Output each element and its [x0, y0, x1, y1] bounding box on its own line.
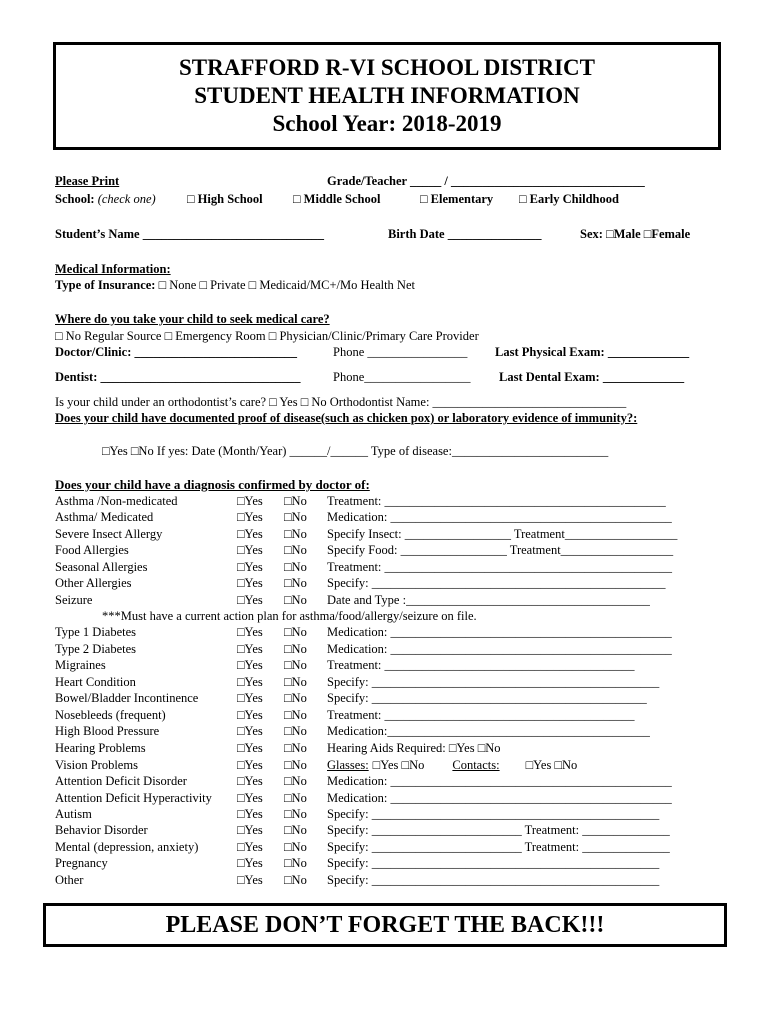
- condition-name: Food Allergies: [55, 543, 129, 557]
- condition-name: Seizure: [55, 593, 93, 607]
- grade-teacher-field[interactable]: Grade/Teacher _____ / _______________________________: [327, 174, 645, 188]
- student-name-field[interactable]: Student’s Name _____________________________: [55, 227, 324, 241]
- condition-name: Type 2 Diabetes: [55, 642, 137, 656]
- option-elementary[interactable]: □ Elementary: [420, 192, 494, 206]
- condition-detail-field[interactable]: Specify: _______________________________________________: [327, 576, 666, 590]
- no-checkbox[interactable]: □No: [284, 494, 307, 508]
- no-checkbox[interactable]: □No: [284, 741, 307, 755]
- insurance-row: [55, 278, 415, 293]
- yes-checkbox[interactable]: □Yes: [237, 625, 263, 639]
- doctor-phone-field[interactable]: Phone ________________: [333, 345, 468, 359]
- condition-name: Other: [55, 873, 84, 887]
- condition-name: Migraines: [55, 658, 106, 672]
- condition-name: Nosebleeds (frequent): [55, 708, 166, 722]
- condition-name: Hearing Problems: [55, 741, 146, 755]
- dentist-field[interactable]: Dentist: ________________________________: [55, 370, 301, 384]
- no-checkbox[interactable]: □No: [284, 691, 307, 705]
- yes-checkbox[interactable]: □Yes: [237, 873, 263, 887]
- vision-detail[interactable]: [327, 758, 577, 773]
- condition-name: Mental (depression, anxiety): [55, 840, 199, 854]
- condition-detail-field[interactable]: Specify: ________________________ Treatment: ______________: [327, 840, 670, 854]
- no-checkbox[interactable]: □No: [284, 527, 307, 541]
- no-checkbox[interactable]: □No: [284, 774, 307, 788]
- no-checkbox[interactable]: □No: [284, 823, 307, 837]
- insurance-label: Type of Insurance:: [55, 278, 156, 292]
- sex-field[interactable]: Sex: □Male □Female: [580, 227, 691, 241]
- contacts-options[interactable]: □Yes □No: [525, 758, 578, 772]
- last-dental-field[interactable]: Last Dental Exam: _____________: [499, 370, 685, 384]
- medical-heading: Medical Information:: [55, 262, 171, 276]
- no-checkbox[interactable]: □No: [284, 560, 307, 574]
- no-checkbox[interactable]: □No: [284, 708, 307, 722]
- condition-name: High Blood Pressure: [55, 724, 160, 738]
- yes-checkbox[interactable]: □Yes: [237, 741, 263, 755]
- please-print: Please Print: [55, 174, 120, 188]
- condition-name: Behavior Disorder: [55, 823, 148, 837]
- orthodontist-row[interactable]: Is your child under an orthodontist’s care? □ Yes □ No Orthodontist Name: _______________________________: [55, 395, 627, 409]
- condition-detail-field[interactable]: Medication: _____________________________________________: [327, 791, 672, 805]
- yes-checkbox[interactable]: □Yes: [237, 642, 263, 656]
- no-checkbox[interactable]: □No: [284, 856, 307, 870]
- condition-detail-field[interactable]: Medication: _____________________________________________: [327, 774, 672, 788]
- condition-name: Vision Problems: [55, 758, 138, 772]
- no-checkbox[interactable]: □No: [284, 593, 307, 607]
- condition-detail-field[interactable]: Medication: _____________________________________________: [327, 625, 672, 639]
- diagnosis-heading: Does your child have a diagnosis confirmed by doctor of:: [55, 477, 370, 492]
- condition-name: Asthma /Non-medicated: [55, 494, 178, 508]
- condition-detail-field[interactable]: Treatment: _____________________________________________: [327, 494, 666, 508]
- condition-name: Pregnancy: [55, 856, 108, 870]
- no-checkbox[interactable]: □No: [284, 791, 307, 805]
- school-label: School:: [55, 192, 95, 206]
- condition-detail-field[interactable]: Specify: ______________________________________________: [327, 873, 660, 887]
- option-early-childhood[interactable]: □ Early Childhood: [519, 192, 619, 206]
- yes-checkbox[interactable]: □Yes: [237, 593, 263, 607]
- glasses-options[interactable]: □Yes □No: [372, 758, 425, 772]
- option-middle-school[interactable]: □ Middle School: [293, 192, 381, 206]
- condition-detail-field[interactable]: Date and Type :_______________________________________: [327, 593, 650, 607]
- yes-checkbox[interactable]: □Yes: [237, 527, 263, 541]
- no-checkbox[interactable]: □No: [284, 873, 307, 887]
- no-checkbox[interactable]: □No: [284, 658, 307, 672]
- immunity-question: Does your child have documented proof of disease(such as chicken pox) or laboratory evidence of immunity?:: [55, 411, 638, 425]
- school-year: School Year: 2018-2019: [272, 111, 502, 136]
- contacts-label: Contacts:: [452, 758, 500, 772]
- yes-checkbox[interactable]: □Yes: [237, 807, 263, 821]
- yes-checkbox[interactable]: □Yes: [237, 560, 263, 574]
- dentist-phone-field[interactable]: Phone_________________: [333, 370, 471, 384]
- no-checkbox[interactable]: □No: [284, 510, 307, 524]
- care-question: Where do you take your child to seek medical care?: [55, 312, 330, 326]
- no-checkbox[interactable]: □No: [284, 807, 307, 821]
- yes-checkbox[interactable]: □Yes: [237, 791, 263, 805]
- yes-checkbox[interactable]: □Yes: [237, 675, 263, 689]
- no-checkbox[interactable]: □No: [284, 576, 307, 590]
- yes-checkbox[interactable]: □Yes: [237, 840, 263, 854]
- condition-detail-field[interactable]: Specify: ________________________ Treatment: ______________: [327, 823, 670, 837]
- condition-detail-field[interactable]: Specify: ____________________________________________: [327, 691, 647, 705]
- condition-name: Heart Condition: [55, 675, 136, 689]
- immunity-options[interactable]: □Yes □No If yes: Date (Month/Year) ______/______ Type of disease:_________________________: [102, 444, 609, 458]
- doctor-field[interactable]: Doctor/Clinic: __________________________: [55, 345, 297, 359]
- school-row: [55, 192, 156, 207]
- condition-detail-field[interactable]: Treatment: ______________________________________________: [327, 560, 673, 574]
- title-box: [53, 42, 721, 150]
- yes-checkbox[interactable]: □Yes: [237, 758, 263, 772]
- no-checkbox[interactable]: □No: [284, 543, 307, 557]
- condition-detail-field[interactable]: Medication: _____________________________________________: [327, 642, 672, 656]
- condition-detail-field[interactable]: Hearing Aids Required: □Yes □No: [327, 741, 501, 755]
- no-checkbox[interactable]: □No: [284, 758, 307, 772]
- condition-name: Asthma/ Medicated: [55, 510, 154, 524]
- insurance-options[interactable]: □ None □ Private □ Medicaid/MC+/Mo Health Net: [158, 278, 415, 292]
- condition-detail-field[interactable]: Medication: _____________________________________________: [327, 510, 672, 524]
- condition-name: Attention Deficit Disorder: [55, 774, 187, 788]
- yes-checkbox[interactable]: □Yes: [237, 658, 263, 672]
- no-checkbox[interactable]: □No: [284, 840, 307, 854]
- condition-detail-field[interactable]: Treatment: ________________________________________: [327, 658, 635, 672]
- yes-checkbox[interactable]: □Yes: [237, 724, 263, 738]
- birth-date-field[interactable]: Birth Date _______________: [388, 227, 542, 241]
- yes-checkbox[interactable]: □Yes: [237, 510, 263, 524]
- condition-name: Severe Insect Allergy: [55, 527, 163, 541]
- condition-detail-field[interactable]: Specify Insect: _________________ Treatment__________________: [327, 527, 678, 541]
- condition-name: Seasonal Allergies: [55, 560, 148, 574]
- condition-detail-field[interactable]: Specify: ______________________________________________: [327, 856, 660, 870]
- condition-detail-field[interactable]: Specify Food: _________________ Treatment__________________: [327, 543, 674, 557]
- yes-checkbox[interactable]: □Yes: [237, 774, 263, 788]
- option-high-school[interactable]: □ High School: [187, 192, 263, 206]
- condition-name: Type 1 Diabetes: [55, 625, 137, 639]
- condition-name: Autism: [55, 807, 92, 821]
- yes-checkbox[interactable]: □Yes: [237, 543, 263, 557]
- form-title: STUDENT HEALTH INFORMATION: [194, 83, 580, 108]
- condition-name: Bowel/Bladder Incontinence: [55, 691, 199, 705]
- condition-name: Other Allergies: [55, 576, 132, 590]
- last-physical-field[interactable]: Last Physical Exam: _____________: [495, 345, 690, 359]
- action-plan-note: ***Must have a current action plan for asthma/food/allergy/seizure on file.: [102, 609, 477, 623]
- district-title: STRAFFORD R-VI SCHOOL DISTRICT: [179, 55, 595, 80]
- yes-checkbox[interactable]: □Yes: [237, 856, 263, 870]
- care-options[interactable]: □ No Regular Source □ Emergency Room □ Physician/Clinic/Primary Care Provider: [55, 329, 479, 343]
- footer-reminder: PLEASE DON’T FORGET THE BACK!!!: [43, 903, 727, 947]
- yes-checkbox[interactable]: □Yes: [237, 494, 263, 508]
- glasses-label: Glasses:: [327, 758, 369, 772]
- yes-checkbox[interactable]: □Yes: [237, 691, 263, 705]
- check-one-note: (check one): [97, 192, 156, 206]
- condition-detail-field[interactable]: Medication:__________________________________________: [327, 724, 650, 738]
- condition-detail-field[interactable]: Specify: ______________________________________________: [327, 807, 660, 821]
- condition-name: Attention Deficit Hyperactivity: [55, 791, 212, 805]
- condition-detail-field[interactable]: Treatment: ________________________________________: [327, 708, 635, 722]
- no-checkbox[interactable]: □No: [284, 625, 307, 639]
- yes-checkbox[interactable]: □Yes: [237, 708, 263, 722]
- condition-detail-field[interactable]: Specify: ______________________________________________: [327, 675, 660, 689]
- yes-checkbox[interactable]: □Yes: [237, 823, 263, 837]
- no-checkbox[interactable]: □No: [284, 642, 307, 656]
- yes-checkbox[interactable]: □Yes: [237, 576, 263, 590]
- no-checkbox[interactable]: □No: [284, 675, 307, 689]
- no-checkbox[interactable]: □No: [284, 724, 307, 738]
